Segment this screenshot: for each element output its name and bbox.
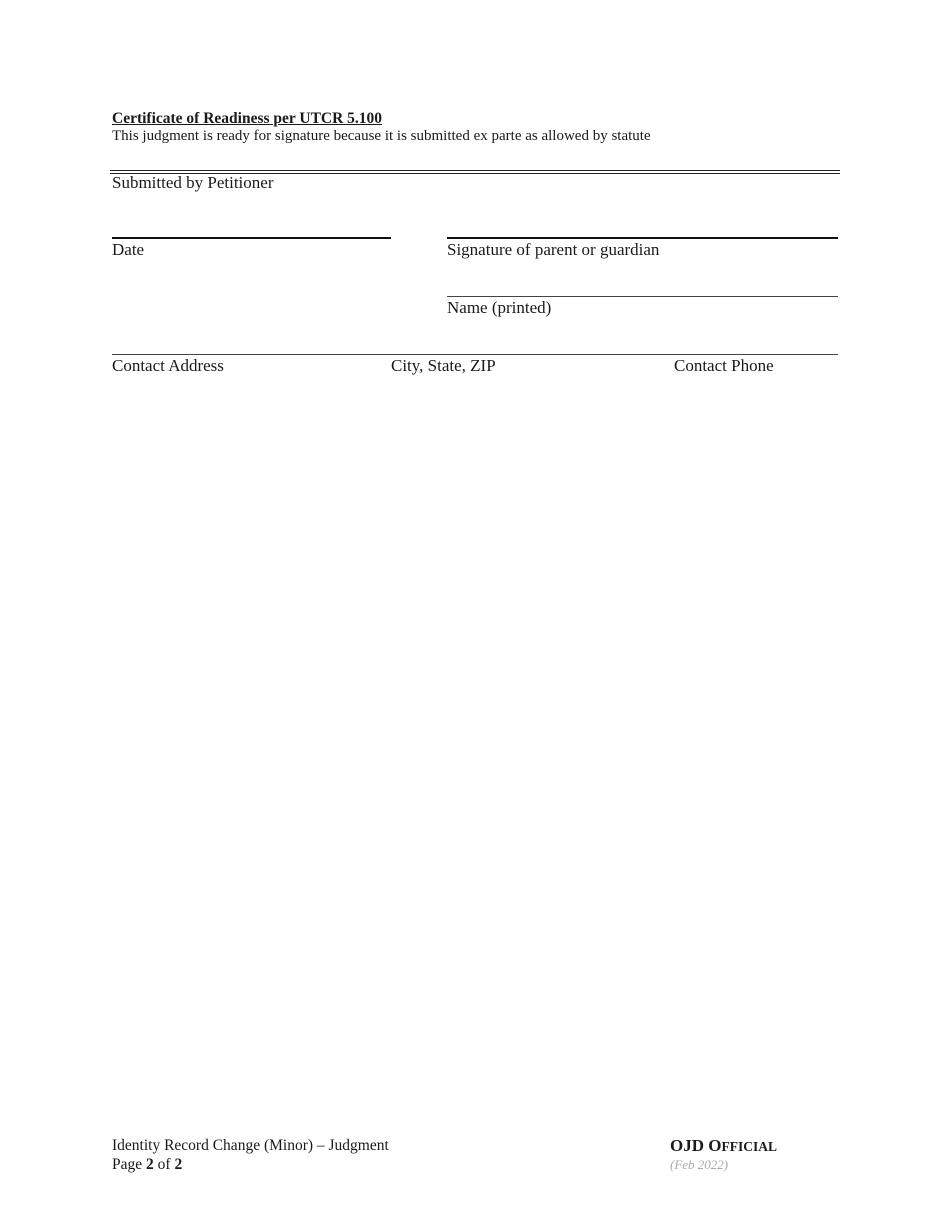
submitted-by-label: Submitted by Petitioner xyxy=(112,173,274,192)
contact-phone-label: Contact Phone xyxy=(674,356,774,375)
footer-right xyxy=(670,1136,777,1174)
signature-label: Signature of parent or guardian xyxy=(447,240,660,259)
page-indicator xyxy=(112,1155,389,1174)
badge-rest: FFICIAL xyxy=(721,1139,777,1154)
name-printed-label: Name (printed) xyxy=(447,298,552,317)
revision-date: (Feb 2022) xyxy=(670,1157,729,1172)
date-label: Date xyxy=(112,240,145,259)
footer-form-title: Identity Record Change (Minor) – Judgment xyxy=(112,1137,389,1154)
ojd-official-badge xyxy=(670,1136,777,1156)
footer-left xyxy=(112,1136,389,1174)
page-current: 2 xyxy=(146,1156,154,1173)
signature-field[interactable] xyxy=(447,237,838,239)
name-printed-field[interactable] xyxy=(447,296,838,297)
contact-info-field[interactable] xyxy=(112,354,838,355)
page-of: of xyxy=(157,1156,171,1173)
page-word: Page xyxy=(112,1156,143,1173)
date-field[interactable] xyxy=(112,237,391,239)
certificate-text: This judgment is ready for signature because it is submitted ex parte as allowed by statute xyxy=(112,128,651,144)
certificate-title: Certificate of Readiness per UTCR 5.100 xyxy=(112,110,383,127)
contact-address-label: Contact Address xyxy=(112,356,224,375)
city-state-zip-label: City, State, ZIP xyxy=(391,356,496,375)
badge-first: OJD O xyxy=(670,1136,722,1155)
page-total: 2 xyxy=(174,1156,183,1173)
